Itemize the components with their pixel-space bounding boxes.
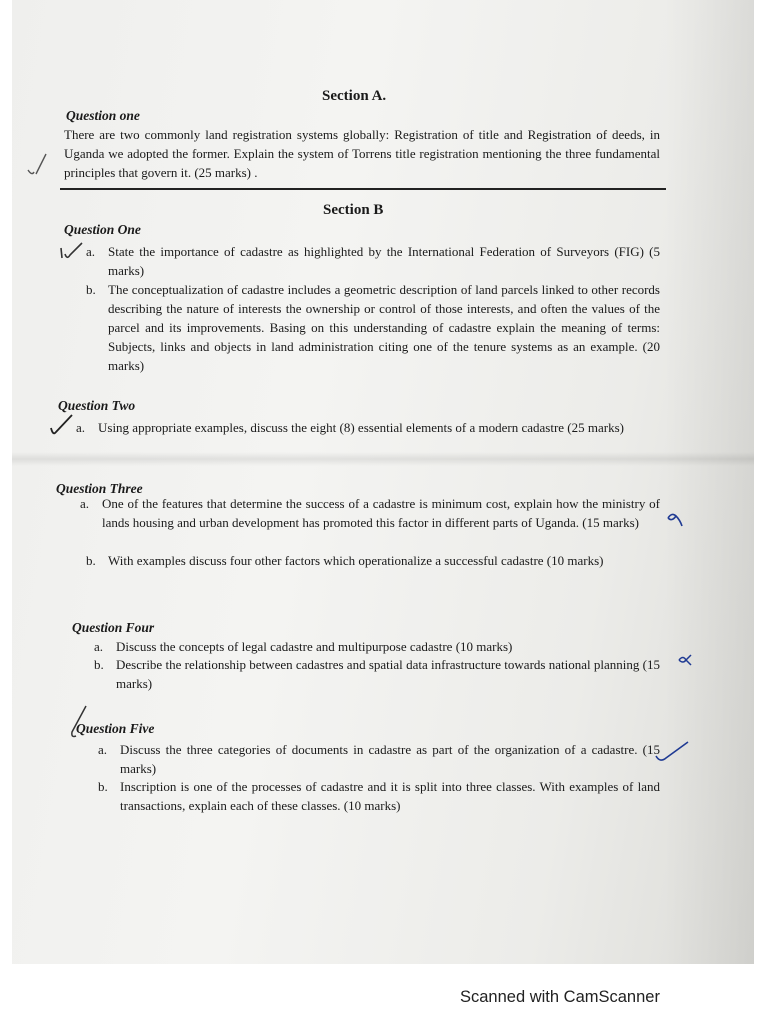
question-four-item-b <box>94 655 660 693</box>
item-label: a. <box>76 420 86 435</box>
question-four-title: Question Four <box>72 620 155 635</box>
pen-tick-mark <box>652 736 692 766</box>
question-three-item-a <box>80 494 660 532</box>
question-four-item-a <box>94 637 660 656</box>
section-a-heading: Section A. <box>322 88 387 104</box>
question-five-item-b <box>98 777 660 815</box>
question-five-title: Question Five <box>76 721 155 736</box>
item-text: Discuss the concepts of legal cadastre and multipurpose cadastre (10 marks) <box>116 639 513 654</box>
item-label: a. <box>86 244 96 259</box>
pen-tick-mark <box>24 150 50 180</box>
pen-scribble-mark <box>664 508 686 530</box>
question-two-item-a <box>76 418 660 437</box>
section-divider <box>60 188 666 190</box>
item-label: b. <box>94 657 104 672</box>
item-label: b. <box>86 553 96 568</box>
item-text: The conceptualization of cadastre includes a geometric description of land parcels linked to other records describing the nature of interests the ownership or control of those interests, and often the values of the parcel and its improvements. Basing on this understanding of cadastre explain the meaning of terms: Subjects, links and objects in land administration citing one of the tenure systems as an example. (20 marks) <box>108 282 660 373</box>
page-fold-shadow <box>12 452 754 466</box>
pen-tick-mark <box>58 240 86 264</box>
item-text: Discuss the three categories of documents in cadastre as part of the organization of a cadastre. (15 marks) <box>120 742 660 776</box>
question-five-item-a <box>98 740 660 778</box>
item-text: State the importance of cadastre as highlighted by the International Federation of Surveyors (FIG) (5 marks) <box>108 244 660 278</box>
page-edge-shadow <box>664 0 754 964</box>
section-a-question-title: Question one <box>66 108 140 123</box>
item-label: a. <box>80 496 90 511</box>
scanner-watermark: Scanned with CamScanner <box>460 988 660 1006</box>
item-label: b. <box>86 282 96 297</box>
section-a-question-text: There are two commonly land registration systems globally: Registration of title and Registration of deeds, in Uganda we adopted the former. Explain the system of Torrens title registration mentioning the three fundamental principles that govern it. (25 marks) . <box>64 127 660 180</box>
item-text: Describe the relationship between cadastres and spatial data infrastructure towards national planning (15 marks) <box>116 657 660 691</box>
question-three-title: Question Three <box>56 481 143 496</box>
item-label: a. <box>98 742 108 757</box>
pen-stroke-mark <box>66 702 90 742</box>
question-one-item-b <box>86 280 660 375</box>
question-one-item-a <box>86 242 660 280</box>
pen-tick-mark <box>48 412 76 438</box>
section-b-heading: Section B <box>323 202 384 218</box>
item-text: Using appropriate examples, discuss the eight (8) essential elements of a modern cadastre (25 marks) <box>98 420 624 435</box>
item-label: a. <box>94 639 104 654</box>
item-text: Inscription is one of the processes of cadastre and it is split into three classes. With examples of land transactions, explain each of these classes. (10 marks) <box>120 779 660 813</box>
question-three-item-b <box>86 551 660 570</box>
item-label: b. <box>98 779 108 794</box>
item-text: One of the features that determine the success of a cadastre is minimum cost, explain how the ministry of lands housing and urban development has promoted this factor in different parts of Uganda. (15 marks) <box>102 496 660 530</box>
question-two-title: Question Two <box>58 398 136 413</box>
pen-scribble-mark <box>676 652 694 668</box>
question-one-title: Question One <box>64 222 141 237</box>
item-text: With examples discuss four other factors which operationalize a successful cadastre (10 marks) <box>108 553 604 568</box>
